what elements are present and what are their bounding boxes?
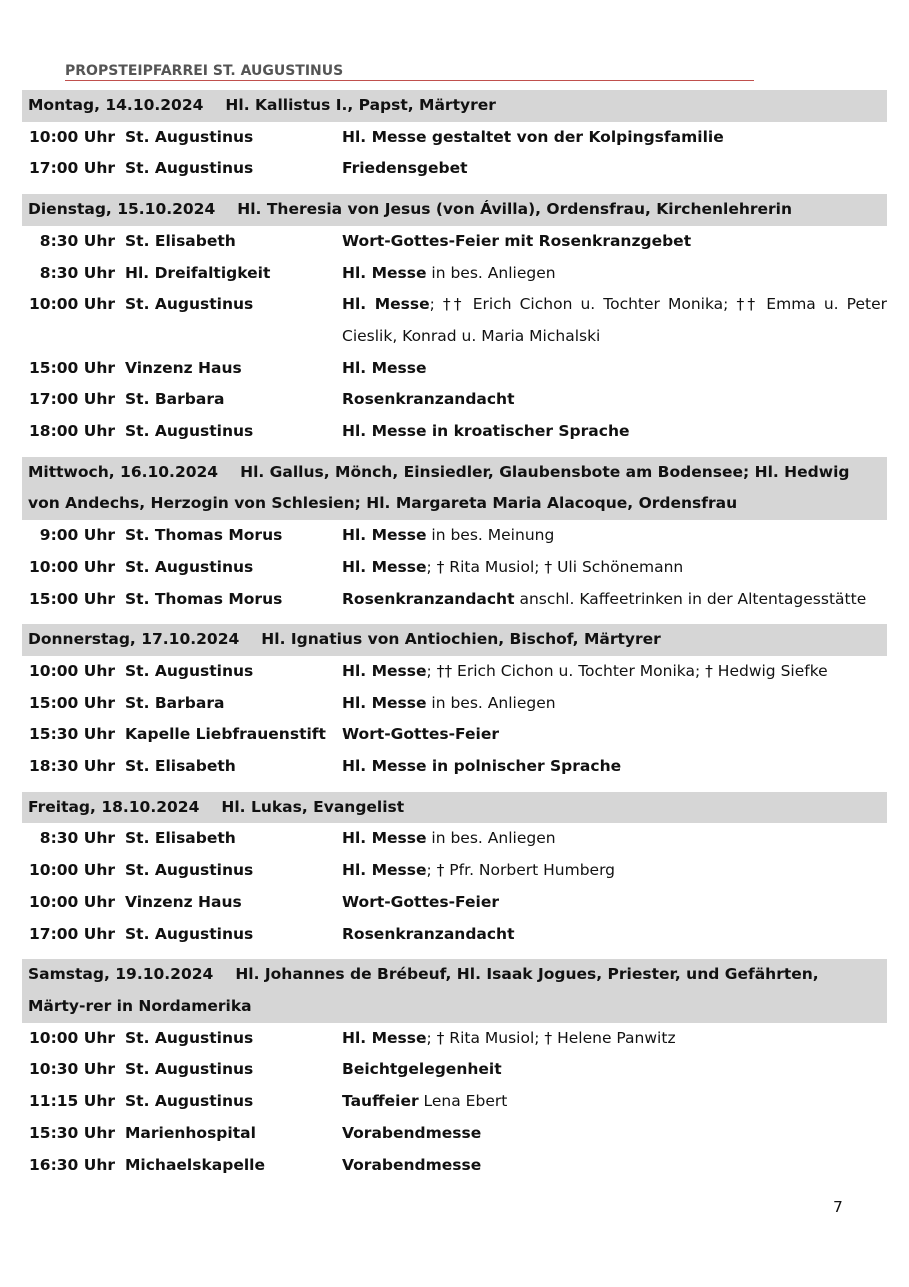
entry-time: 16:30 Uhr bbox=[29, 1155, 115, 1174]
schedule-entry bbox=[22, 153, 887, 185]
entry-event: Vorabendmesse bbox=[342, 1123, 482, 1142]
entry-place: St. Thomas Morus bbox=[125, 589, 283, 608]
day-date: Freitag, 18.10.2024 bbox=[28, 797, 200, 816]
entry-description bbox=[342, 353, 887, 385]
schedule-entry bbox=[22, 552, 887, 584]
entry-event: Rosenkranzandacht bbox=[342, 924, 515, 943]
entry-description bbox=[342, 855, 887, 887]
entry-event: Hl. Messe bbox=[342, 661, 427, 680]
entry-place: St. Augustinus bbox=[125, 924, 254, 943]
entry-time: 15:00 Uhr bbox=[29, 589, 115, 608]
entry-description bbox=[342, 1118, 887, 1150]
entry-description bbox=[342, 1023, 887, 1055]
entry-description bbox=[342, 688, 887, 720]
entry-event: Hl. Messe in polnischer Sprache bbox=[342, 757, 622, 776]
entry-detail: in bes. Anliegen bbox=[426, 263, 556, 282]
day-header bbox=[22, 959, 887, 1022]
schedule-entry bbox=[22, 289, 887, 352]
entry-event: Wort-Gottes-Feier bbox=[342, 725, 499, 744]
entry-time: 10:00 Uhr bbox=[29, 661, 115, 680]
day-header bbox=[22, 624, 887, 656]
entry-description bbox=[342, 584, 887, 616]
entry-event: Rosenkranzandacht bbox=[342, 390, 515, 409]
entry-description bbox=[342, 552, 887, 584]
day-header bbox=[22, 194, 887, 226]
entry-place: St. Augustinus bbox=[125, 127, 254, 146]
entry-event: Hl. Messe in kroatischer Sprache bbox=[342, 422, 630, 441]
day-date: Dienstag, 15.10.2024 bbox=[28, 200, 216, 219]
entry-description bbox=[342, 226, 887, 258]
entry-time: 10:00 Uhr bbox=[29, 861, 115, 880]
schedule-entry bbox=[22, 584, 887, 616]
entry-detail: Lena Ebert bbox=[418, 1092, 508, 1111]
entry-event: Tauffeier bbox=[342, 1092, 419, 1111]
day-saints: Hl. Gallus, Mönch, Einsiedler, Glaubensbote am Bodensee; Hl. Hedwig von Andechs, Herzogin von Schlesien; Hl. Margareta Maria Alacoque, Ordensfrau bbox=[28, 462, 850, 513]
entry-description bbox=[342, 289, 887, 352]
entry-event: Hl. Messe bbox=[342, 861, 427, 880]
entry-event: Hl. Messe bbox=[342, 358, 427, 377]
entry-place: Vinzenz Haus bbox=[125, 892, 242, 911]
entry-place: St. Augustinus bbox=[125, 295, 254, 314]
schedule-entry bbox=[22, 823, 887, 855]
day-date: Donnerstag, 17.10.2024 bbox=[28, 630, 240, 649]
entry-time: 10:00 Uhr bbox=[29, 892, 115, 911]
entry-description bbox=[342, 1054, 887, 1086]
entry-event: Hl. Messe bbox=[342, 295, 430, 314]
entry-time: 17:00 Uhr bbox=[29, 159, 115, 178]
entry-event: Vorabendmesse bbox=[342, 1155, 482, 1174]
entry-time: 10:00 Uhr bbox=[29, 127, 115, 146]
entry-time: 11:15 Uhr bbox=[29, 1092, 115, 1111]
entry-place: St. Augustinus bbox=[125, 861, 254, 880]
entry-place: Kapelle Liebfrauenstift bbox=[125, 725, 326, 744]
entry-description bbox=[342, 416, 887, 448]
schedule-entry bbox=[22, 855, 887, 887]
entry-event: Wort-Gottes-Feier mit Rosenkranzgebet bbox=[342, 231, 692, 250]
entry-detail: ; † Rita Musiol; † Helene Panwitz bbox=[426, 1028, 676, 1047]
entry-description bbox=[342, 384, 887, 416]
entry-time: 18:00 Uhr bbox=[29, 422, 115, 441]
entry-description bbox=[342, 919, 887, 951]
day-saints: Hl. Lukas, Evangelist bbox=[221, 797, 405, 816]
entry-time: 17:00 Uhr bbox=[29, 924, 115, 943]
entry-time: 15:00 Uhr bbox=[29, 358, 115, 377]
entry-detail: ; † Pfr. Norbert Humberg bbox=[426, 861, 616, 880]
entry-time: 10:00 Uhr bbox=[29, 295, 115, 314]
schedule-entry bbox=[22, 656, 887, 688]
entry-event: Beichtgelegenheit bbox=[342, 1060, 502, 1079]
entry-description bbox=[342, 823, 887, 855]
entry-place: Michaelskapelle bbox=[125, 1155, 265, 1174]
schedule bbox=[22, 90, 887, 1181]
entry-time: 15:30 Uhr bbox=[29, 1123, 115, 1142]
entry-description bbox=[342, 520, 887, 552]
entry-detail: anschl. Kaffeetrinken in der Altentagesstätte bbox=[514, 589, 867, 608]
entry-place: St. Augustinus bbox=[125, 1092, 254, 1111]
schedule-entry bbox=[22, 719, 887, 751]
entry-event: Hl. Messe gestaltet von der Kolpingsfamilie bbox=[342, 127, 724, 146]
entry-time: 9:00 Uhr bbox=[39, 526, 115, 545]
schedule-entry bbox=[22, 887, 887, 919]
schedule-entry bbox=[22, 1054, 887, 1086]
parish-title: PROPSTEIPFARREI ST. AUGUSTINUS bbox=[65, 63, 344, 79]
entry-place: St. Augustinus bbox=[125, 1060, 254, 1079]
entry-event: Hl. Messe bbox=[342, 829, 427, 848]
entry-place: St. Barbara bbox=[125, 693, 225, 712]
entry-place: St. Barbara bbox=[125, 390, 225, 409]
schedule-entry bbox=[22, 258, 887, 290]
entry-time: 15:00 Uhr bbox=[29, 693, 115, 712]
day-date: Montag, 14.10.2024 bbox=[28, 96, 204, 114]
schedule-entry bbox=[22, 1118, 887, 1150]
entry-time: 8:30 Uhr bbox=[39, 263, 115, 282]
schedule-entry bbox=[22, 122, 887, 154]
entry-event: Hl. Messe bbox=[342, 263, 427, 282]
entry-time: 10:00 Uhr bbox=[29, 1028, 115, 1047]
schedule-entry bbox=[22, 520, 887, 552]
schedule-entry bbox=[22, 919, 887, 951]
schedule-entry bbox=[22, 416, 887, 448]
entry-event: Hl. Messe bbox=[342, 526, 427, 545]
entry-place: St. Augustinus bbox=[125, 422, 254, 441]
entry-detail: ; †† Erich Cichon u. Tochter Monika; †† Emma u. Peter Cieslik, Konrad u. Maria Michalski bbox=[342, 295, 887, 345]
entry-place: St. Elisabeth bbox=[125, 829, 236, 848]
entry-detail: in bes. Anliegen bbox=[426, 693, 556, 712]
entry-time: 17:00 Uhr bbox=[29, 390, 115, 409]
day-date: Samstag, 19.10.2024 bbox=[28, 965, 214, 984]
day-saints: Hl. Kallistus I., Papst, Märtyrer bbox=[225, 96, 496, 114]
day-saints: Hl. Ignatius von Antiochien, Bischof, Märtyrer bbox=[261, 630, 661, 649]
entry-description bbox=[342, 887, 887, 919]
entry-place: Marienhospital bbox=[125, 1123, 256, 1142]
entry-event: Rosenkranzandacht bbox=[342, 589, 515, 608]
entry-place: St. Elisabeth bbox=[125, 757, 236, 776]
entry-time: 18:30 Uhr bbox=[29, 757, 115, 776]
entry-place: St. Augustinus bbox=[125, 557, 254, 576]
day-saints: Hl. Johannes de Brébeuf, Hl. Isaak Jogues, Priester, und Gefährten, Märty-rer in Nordamerika bbox=[28, 965, 819, 1015]
entry-event: Friedensgebet bbox=[342, 159, 468, 178]
schedule-entry bbox=[22, 1023, 887, 1055]
schedule-entry bbox=[22, 751, 887, 783]
entry-place: St. Augustinus bbox=[125, 661, 254, 680]
day-header bbox=[22, 792, 887, 824]
entry-event: Hl. Messe bbox=[342, 557, 427, 576]
entry-detail: in bes. Anliegen bbox=[426, 829, 556, 848]
entry-place: St. Thomas Morus bbox=[125, 526, 283, 545]
entry-event: Wort-Gottes-Feier bbox=[342, 892, 499, 911]
entry-place: St. Augustinus bbox=[125, 1028, 254, 1047]
page-header bbox=[65, 63, 754, 81]
entry-time: 8:30 Uhr bbox=[39, 231, 115, 250]
entry-place: Hl. Dreifaltigkeit bbox=[125, 263, 271, 282]
entry-description bbox=[342, 153, 887, 185]
entry-detail: ; †† Erich Cichon u. Tochter Monika; † Hedwig Siefke bbox=[426, 661, 828, 680]
entry-place: Vinzenz Haus bbox=[125, 358, 242, 377]
schedule-entry bbox=[22, 226, 887, 258]
day-header bbox=[22, 90, 887, 122]
day-saints: Hl. Theresia von Jesus (von Ávilla), Ordensfrau, Kirchenlehrerin bbox=[237, 200, 793, 219]
schedule-entry bbox=[22, 688, 887, 720]
entry-detail: ; † Rita Musiol; † Uli Schönemann bbox=[426, 557, 684, 576]
entry-description bbox=[342, 1150, 887, 1182]
entry-place: St. Augustinus bbox=[125, 159, 254, 178]
entry-time: 8:30 Uhr bbox=[39, 829, 115, 848]
entry-event: Hl. Messe bbox=[342, 1028, 427, 1047]
entry-time: 15:30 Uhr bbox=[29, 725, 115, 744]
entry-description bbox=[342, 719, 887, 751]
entry-description bbox=[342, 258, 887, 290]
entry-detail: in bes. Meinung bbox=[426, 526, 555, 545]
entry-description bbox=[342, 751, 887, 783]
schedule-entry bbox=[22, 384, 887, 416]
day-date: Mittwoch, 16.10.2024 bbox=[28, 462, 219, 481]
entry-event: Hl. Messe bbox=[342, 693, 427, 712]
entry-time: 10:30 Uhr bbox=[29, 1060, 115, 1079]
schedule-entry bbox=[22, 1150, 887, 1182]
entry-description bbox=[342, 122, 887, 154]
schedule-entry bbox=[22, 1086, 887, 1118]
entry-description bbox=[342, 1086, 887, 1118]
day-header bbox=[22, 457, 887, 520]
page-number: 7 bbox=[833, 1198, 843, 1216]
entry-description bbox=[342, 656, 887, 688]
entry-place: St. Elisabeth bbox=[125, 231, 236, 250]
schedule-entry bbox=[22, 353, 887, 385]
entry-time: 10:00 Uhr bbox=[29, 557, 115, 576]
